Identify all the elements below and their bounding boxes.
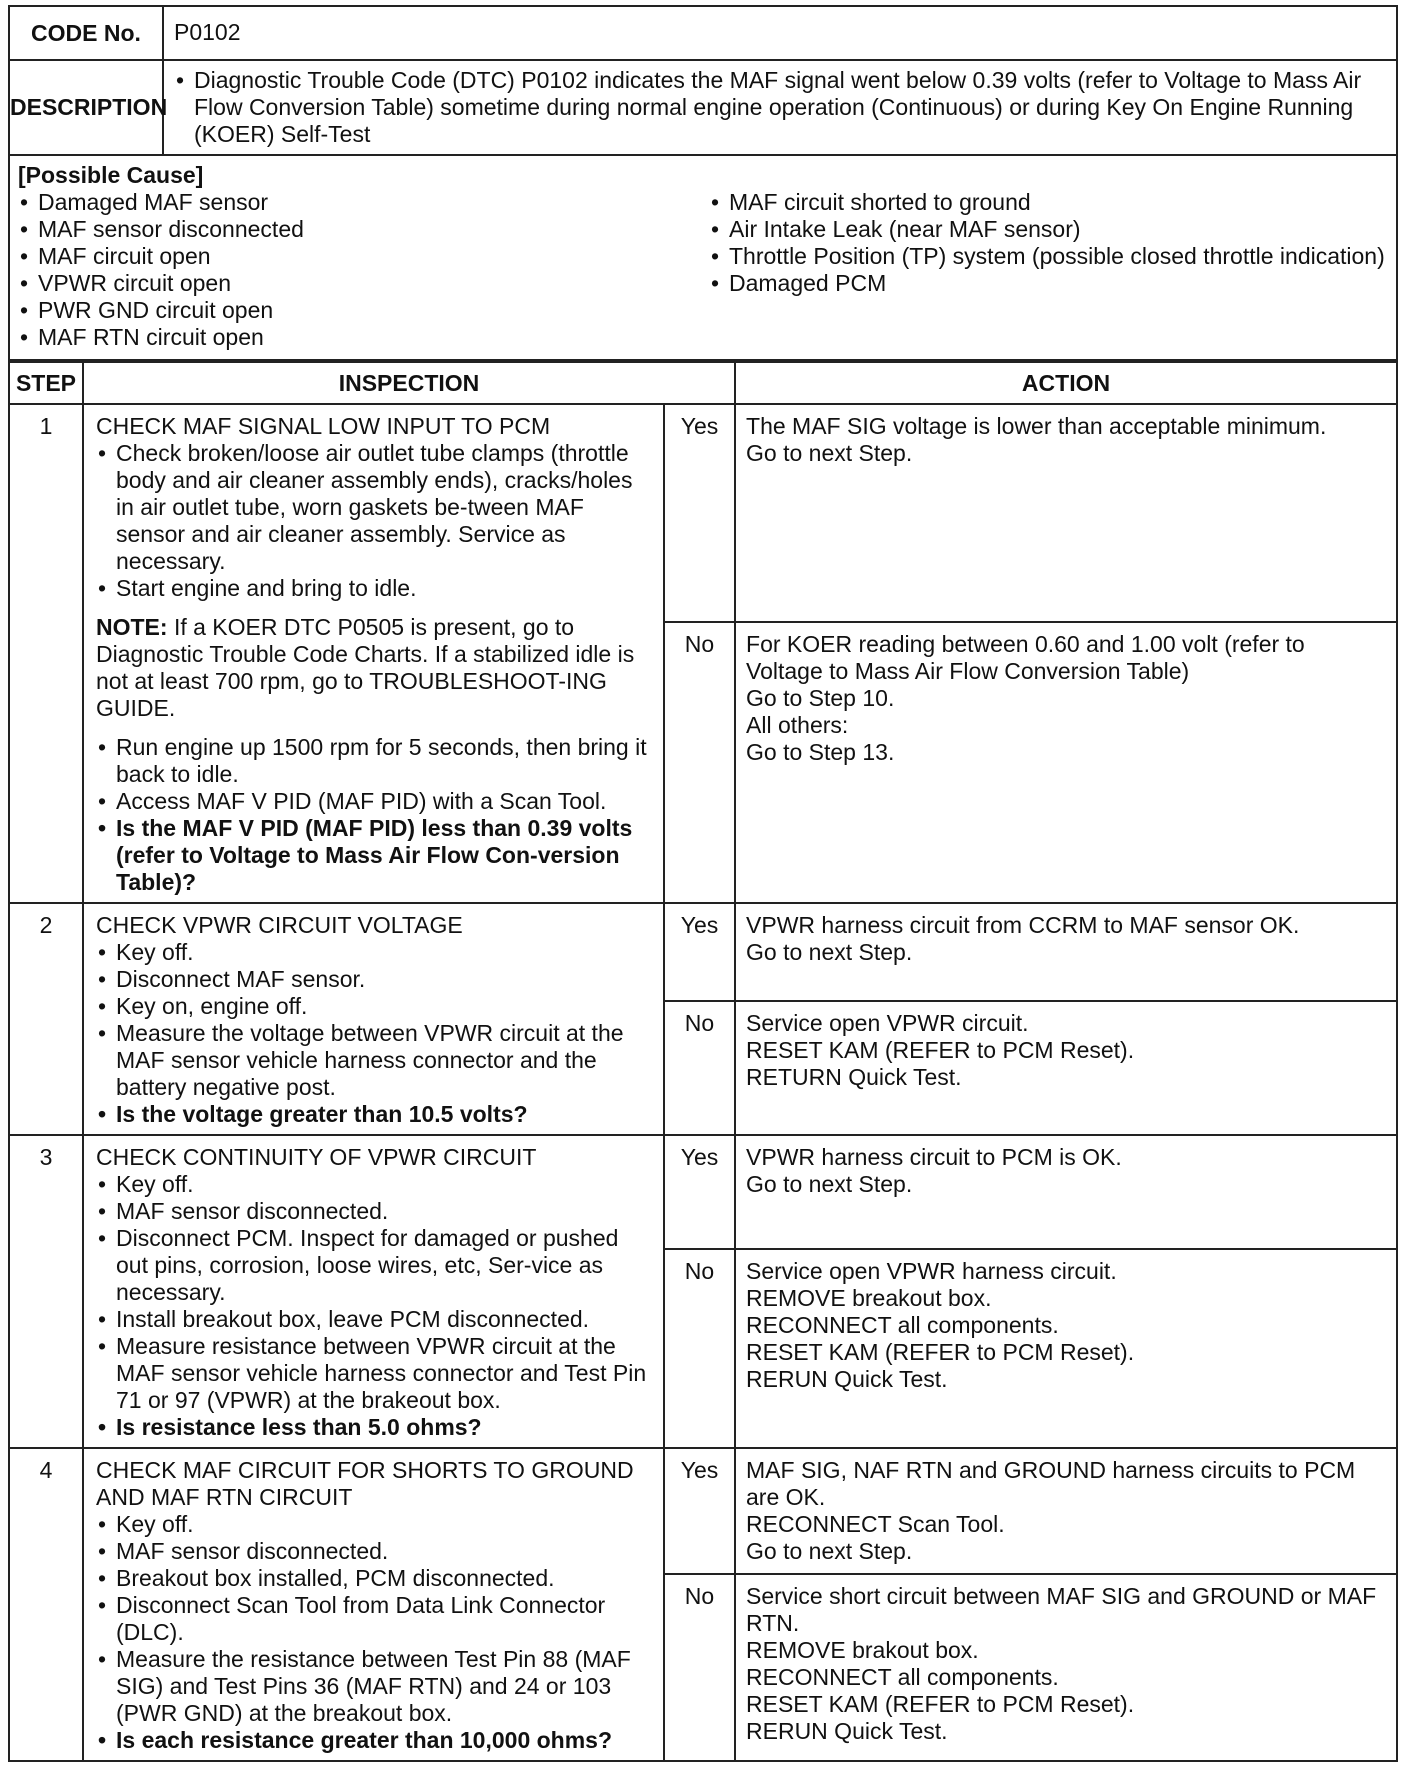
inspection-question: • Is the voltage greater than 10.5 volts? bbox=[96, 1101, 653, 1128]
inspection-bullet: • MAF sensor disconnected. bbox=[96, 1198, 653, 1225]
inspection-bullet: • Measure resistance between VPWR circuit at the MAF sensor vehicle harness connector and Test Pin 71 or 97 (VPWR) at the brakeout box. bbox=[96, 1333, 653, 1414]
cause-item: • Air Intake Leak (near MAF sensor) bbox=[709, 216, 1388, 243]
inspection-bullet: • Key on, engine off. bbox=[96, 993, 653, 1020]
inspection-bullet: • Run engine up 1500 rpm for 5 seconds, then bring it back to idle. bbox=[96, 734, 653, 788]
cause-item: • MAF circuit open bbox=[18, 243, 697, 270]
step-inspection bbox=[83, 903, 664, 1135]
cause-item: • VPWR circuit open bbox=[18, 270, 697, 297]
no-action bbox=[735, 1001, 1397, 1135]
action-line: Service open VPWR harness circuit. bbox=[746, 1258, 1117, 1284]
inspection-bullet: • Key off. bbox=[96, 1171, 653, 1198]
cause-item: • MAF circuit shorted to ground bbox=[709, 189, 1388, 216]
note-text: If a KOER DTC P0505 is present, go to Diagnostic Trouble Code Charts. If a stabilized idle is not at least 700 rpm, go to TROUBLESHOOT-ING GUIDE. bbox=[96, 614, 635, 721]
step-inspection bbox=[83, 1135, 664, 1448]
inspection-bullet: • MAF sensor disconnected. bbox=[96, 1538, 653, 1565]
action-line: VPWR harness circuit to PCM is OK. bbox=[746, 1144, 1122, 1170]
action-line: Service open VPWR circuit. bbox=[746, 1010, 1029, 1036]
action-line: The MAF SIG voltage is lower than acceptable minimum. bbox=[746, 413, 1327, 439]
inspection-bullet: • Key off. bbox=[96, 1511, 653, 1538]
step-title: CHECK VPWR CIRCUIT VOLTAGE bbox=[96, 912, 463, 938]
possible-cause-title: [Possible Cause] bbox=[18, 162, 204, 188]
action-line: RESET KAM (REFER to PCM Reset). bbox=[746, 1037, 1135, 1063]
action-line: RERUN Quick Test. bbox=[746, 1366, 948, 1392]
step-inspection bbox=[83, 404, 664, 903]
possible-cause-section bbox=[9, 155, 1397, 360]
no-label: No bbox=[664, 1249, 735, 1448]
diagnostic-sheet bbox=[8, 5, 1398, 1762]
action-line: Go to Step 10. bbox=[746, 685, 895, 711]
cause-list-left bbox=[18, 189, 697, 351]
step-title: CHECK CONTINUITY OF VPWR CIRCUIT bbox=[96, 1144, 537, 1170]
action-line: Go to next Step. bbox=[746, 939, 913, 965]
cause-list-right bbox=[697, 189, 1388, 351]
step-number: 3 bbox=[9, 1135, 83, 1448]
no-label: No bbox=[664, 1001, 735, 1135]
step-title: CHECK MAF SIGNAL LOW INPUT TO PCM bbox=[96, 413, 551, 439]
action-line: RECONNECT all components. bbox=[746, 1664, 1059, 1690]
action-line: RECONNECT Scan Tool. bbox=[746, 1511, 1005, 1537]
description-cell bbox=[163, 60, 1397, 155]
yes-action bbox=[735, 1135, 1397, 1249]
inspection-bullet: • Start engine and bring to idle. bbox=[96, 575, 653, 602]
action-line: Go to next Step. bbox=[746, 440, 913, 466]
no-action bbox=[735, 1574, 1397, 1761]
inspection-bullet: • Breakout box installed, PCM disconnected. bbox=[96, 1565, 653, 1592]
note bbox=[96, 614, 653, 722]
step-column-header: STEP bbox=[9, 362, 83, 404]
yes-action bbox=[735, 404, 1397, 622]
action-line: RECONNECT all components. bbox=[746, 1312, 1059, 1338]
action-line: All others: bbox=[746, 712, 849, 738]
inspection-bullet: • Key off. bbox=[96, 939, 653, 966]
cause-item: • Throttle Position (TP) system (possible closed throttle indication) bbox=[709, 243, 1388, 270]
inspection-bullet: • Disconnect MAF sensor. bbox=[96, 966, 653, 993]
yes-label: Yes bbox=[664, 903, 735, 1001]
inspection-bullet: • Access MAF V PID (MAF PID) with a Scan Tool. bbox=[96, 788, 653, 815]
inspection-question: • Is each resistance greater than 10,000 ohms? bbox=[96, 1727, 653, 1754]
description-text: • Diagnostic Trouble Code (DTC) P0102 indicates the MAF signal went below 0.39 volts (refer to Voltage to Mass Air Flow Conversion Table) sometime during normal engine operation (Continuous) or during Key On Engine Running (KOER) Self-Test bbox=[174, 67, 1386, 148]
action-line: RETURN Quick Test. bbox=[746, 1064, 962, 1090]
action-line: For KOER reading between 0.60 and 1.00 volt (refer to Voltage to Mass Air Flow Conversion Table) bbox=[746, 631, 1305, 684]
no-label: No bbox=[664, 622, 735, 903]
step-number: 4 bbox=[9, 1448, 83, 1761]
no-action bbox=[735, 622, 1397, 903]
inspection-bullet: • Measure the voltage between VPWR circuit at the MAF sensor vehicle harness connector and the battery negative post. bbox=[96, 1020, 653, 1101]
inspection-bullet: • Disconnect Scan Tool from Data Link Connector (DLC). bbox=[96, 1592, 653, 1646]
no-action bbox=[735, 1249, 1397, 1448]
inspection-bullet: • Disconnect PCM. Inspect for damaged or pushed out pins, corrosion, loose wires, etc, Ser-vice as necessary. bbox=[96, 1225, 653, 1306]
header-table bbox=[8, 5, 1398, 361]
steps-table bbox=[8, 361, 1398, 1762]
action-line: RESET KAM (REFER to PCM Reset). bbox=[746, 1691, 1135, 1717]
step-title: CHECK MAF CIRCUIT FOR SHORTS TO GROUND AND MAF RTN CIRCUIT bbox=[96, 1457, 634, 1510]
description-label: DESCRIPTION bbox=[9, 60, 163, 155]
action-column-header: ACTION bbox=[735, 362, 1397, 404]
inspection-question: • Is the MAF V PID (MAF PID) less than 0.39 volts (refer to Voltage to Mass Air Flow Con-version Table)? bbox=[96, 815, 653, 896]
yes-action bbox=[735, 903, 1397, 1001]
cause-item: • Damaged MAF sensor bbox=[18, 189, 697, 216]
code-label: CODE No. bbox=[9, 6, 163, 60]
inspection-bullet: • Measure the resistance between Test Pin 88 (MAF SIG) and Test Pins 36 (MAF RTN) and 24 or 103 (PWR GND) at the breakout box. bbox=[96, 1646, 653, 1727]
action-line: Go to Step 13. bbox=[746, 739, 895, 765]
inspection-question: • Is resistance less than 5.0 ohms? bbox=[96, 1414, 653, 1441]
code-value: P0102 bbox=[163, 6, 1397, 60]
yes-label: Yes bbox=[664, 404, 735, 622]
step-inspection bbox=[83, 1448, 664, 1761]
action-line: RERUN Quick Test. bbox=[746, 1718, 948, 1744]
yes-label: Yes bbox=[664, 1448, 735, 1574]
action-line: Service short circuit between MAF SIG and GROUND or MAF RTN. bbox=[746, 1583, 1377, 1636]
cause-item: • MAF RTN circuit open bbox=[18, 324, 697, 351]
cause-item: • MAF sensor disconnected bbox=[18, 216, 697, 243]
cause-item: • PWR GND circuit open bbox=[18, 297, 697, 324]
step-number: 2 bbox=[9, 903, 83, 1135]
inspection-bullet: • Check broken/loose air outlet tube clamps (throttle body and air cleaner assembly ends), cracks/holes in air outlet tube, worn gaskets be-tween MAF sensor and air cleaner assembly. Service as necessary. bbox=[96, 440, 653, 575]
action-line: RESET KAM (REFER to PCM Reset). bbox=[746, 1339, 1135, 1365]
action-line: MAF SIG, NAF RTN and GROUND harness circuits to PCM are OK. bbox=[746, 1457, 1356, 1510]
action-line: Go to next Step. bbox=[746, 1171, 913, 1197]
yes-action bbox=[735, 1448, 1397, 1574]
action-line: Go to next Step. bbox=[746, 1538, 913, 1564]
step-number: 1 bbox=[9, 404, 83, 903]
action-line: VPWR harness circuit from CCRM to MAF sensor OK. bbox=[746, 912, 1300, 938]
action-line: REMOVE breakout box. bbox=[746, 1285, 992, 1311]
inspection-column-header: INSPECTION bbox=[83, 362, 735, 404]
cause-item: • Damaged PCM bbox=[709, 270, 1388, 297]
no-label: No bbox=[664, 1574, 735, 1761]
inspection-bullet: • Install breakout box, leave PCM disconnected. bbox=[96, 1306, 653, 1333]
note-label: NOTE: bbox=[96, 614, 168, 640]
yes-label: Yes bbox=[664, 1135, 735, 1249]
action-line: REMOVE brakout box. bbox=[746, 1637, 979, 1663]
